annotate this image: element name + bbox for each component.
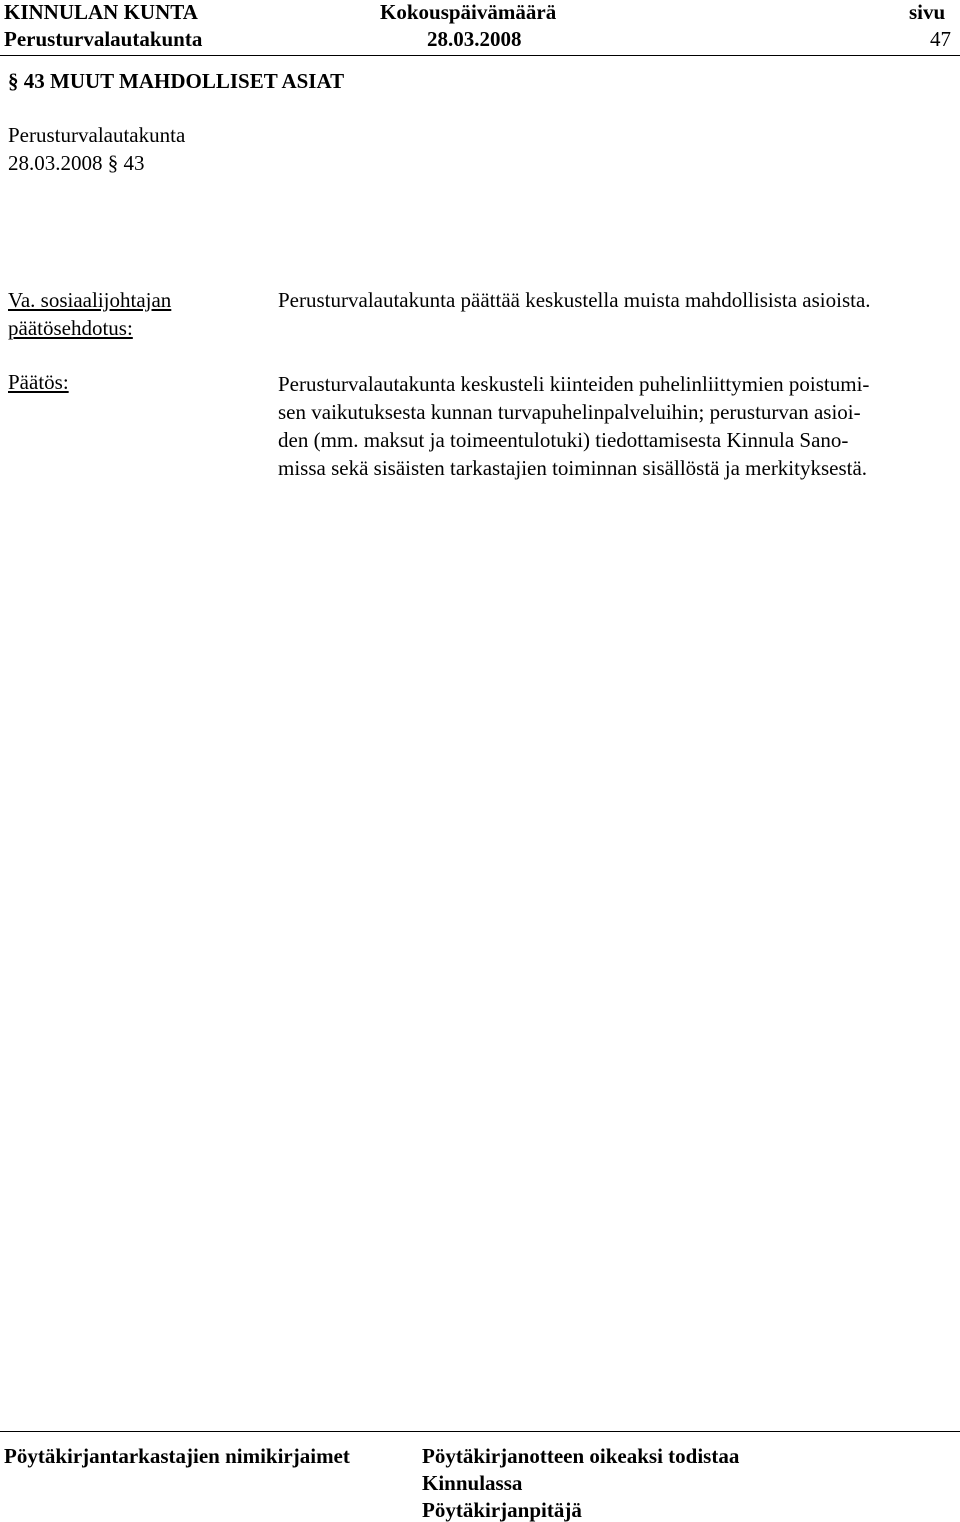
footer-initials-label: Pöytäkirjantarkastajien nimikirjaimet [4,1444,350,1468]
proposal-label-line1: Va. sosiaalijohtajan [8,288,172,312]
date-label: Kokouspäivämäärä [380,0,557,24]
section-title: § 43 MUUT MAHDOLLISET ASIAT [8,69,345,93]
page-label: sivu [909,0,946,24]
org-name: KINNULAN KUNTA [4,0,198,24]
proposal-label-line2: päätösehdotus: [8,316,133,340]
reference-date-section: 28.03.2008 § 43 [8,151,145,175]
page-number: 47 [930,27,951,51]
decision-label: Päätös: [8,370,69,394]
decision-line: den (mm. maksut ja toimeentulotuki) tiedottamisesta Kinnula Sano- [278,428,849,452]
header-rule [0,55,960,56]
decision-line: Perusturvalautakunta keskusteli kiinteiden puhelinliittymien poistumi- [278,372,870,396]
footer-certified-label: Pöytäkirjanotteen oikeaksi todistaa [422,1444,740,1468]
decision-line: sen vaikutuksesta kunnan turvapuhelinpalveluihin; perusturvan asioi- [278,400,861,424]
proposal-text: Perusturvalautakunta päättää keskustella muista mahdollisista asioista. [278,288,871,312]
decision-text [278,370,948,482]
reference-board: Perusturvalautakunta [8,123,186,147]
meeting-date: 28.03.2008 [427,27,522,51]
board-name: Perusturvalautakunta [4,27,203,51]
footer-secretary-label: Pöytäkirjanpitäjä [422,1498,582,1522]
footer-rule [0,1431,960,1432]
footer-place: Kinnulassa [422,1471,523,1495]
decision-line: missa sekä sisäisten tarkastajien toiminnan sisällöstä ja merkityksestä. [278,456,868,480]
